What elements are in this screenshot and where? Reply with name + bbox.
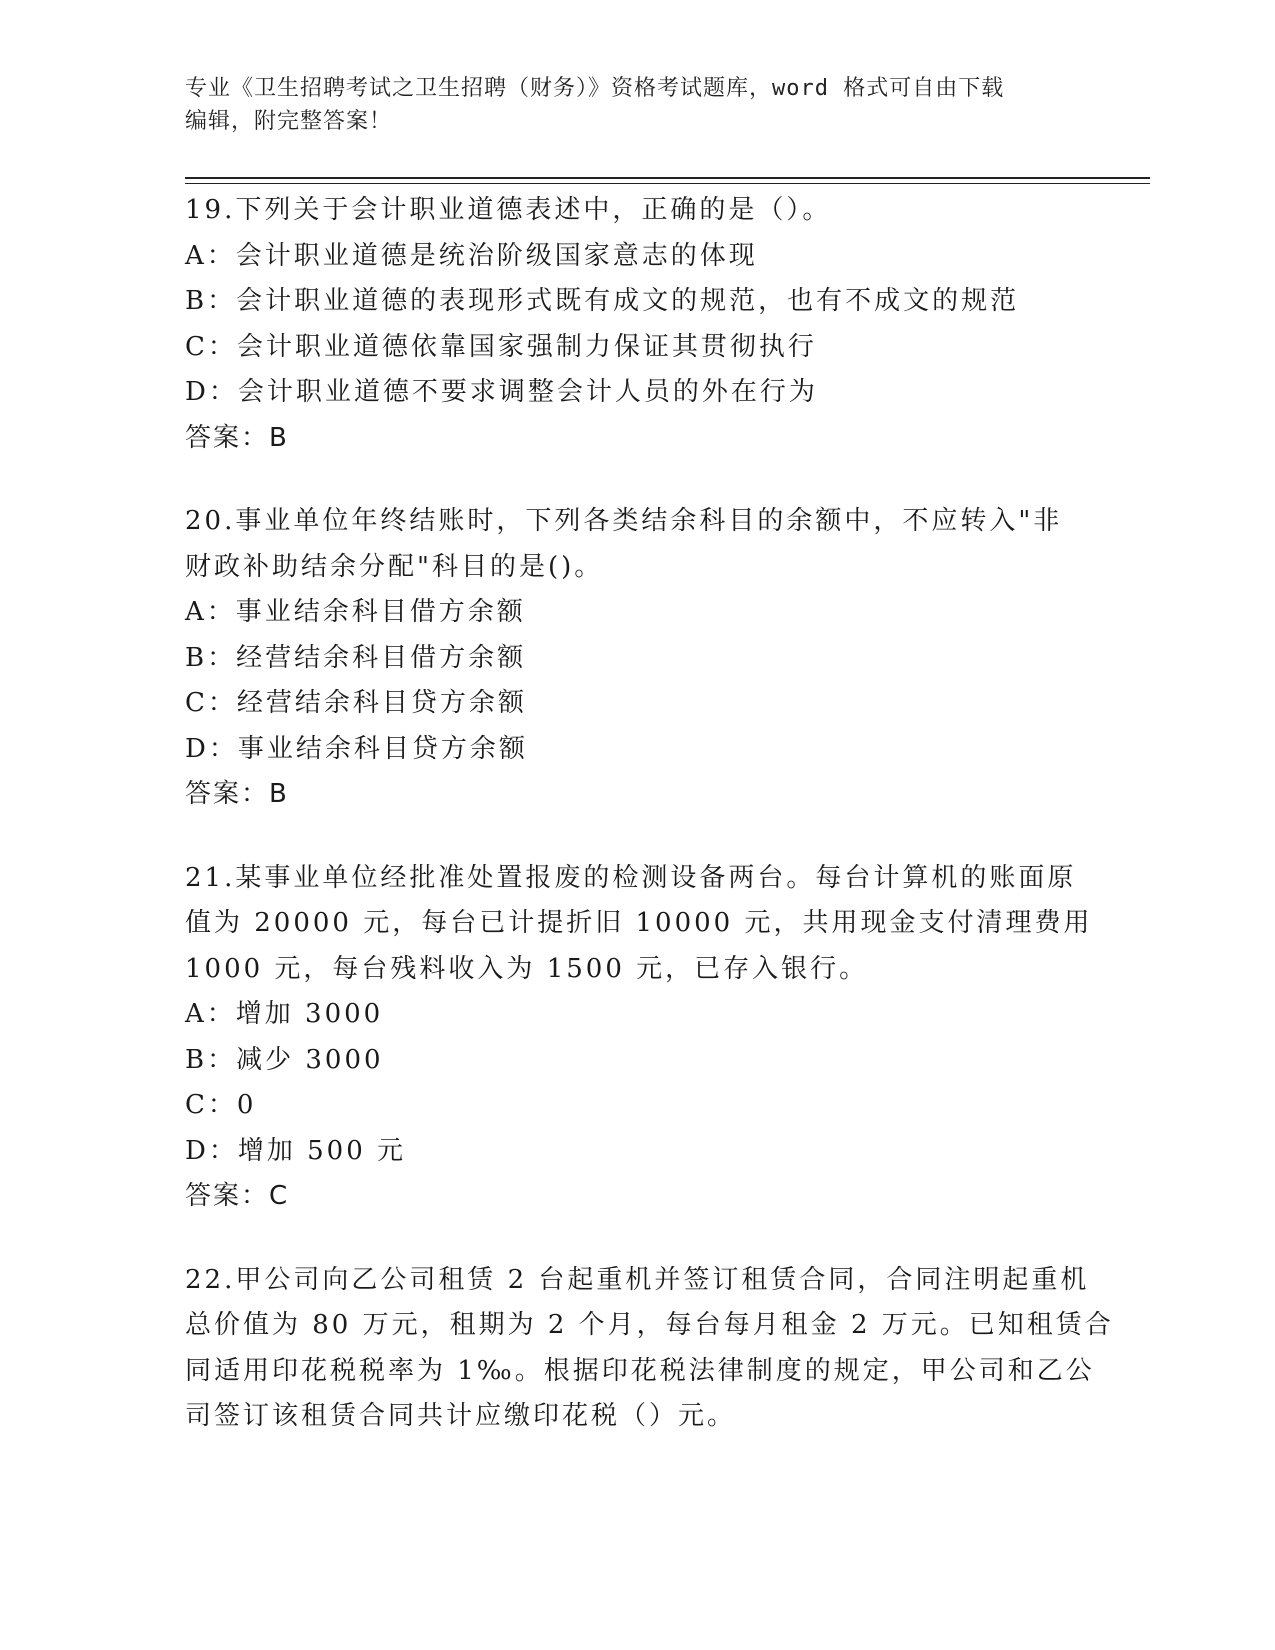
question-block <box>185 499 1085 818</box>
question-block <box>185 856 1093 1220</box>
question-text-line: 总价值为 80 万元，租期为 2 个月，每台每月租金 2 万元。已知租赁合 <box>185 1310 1114 1340</box>
option-d: D：会计职业道德不要求调整会计人员的外在行为 <box>185 377 818 407</box>
question-text-line: 财政补助结余分配"科目的是()。 <box>185 551 604 582</box>
question-text-line: 21.某事业单位经批准处置报废的检测设备两台。每台计算机的账面原 <box>185 862 1077 893</box>
option-c: C：会计职业道德依靠国家强制力保证其贯彻执行 <box>185 331 817 362</box>
question-list <box>185 188 1114 1478</box>
answer-line: 答案：B <box>185 422 289 453</box>
option-c: C：0 <box>185 1090 257 1120</box>
option-d: D：事业结余科目贷方余额 <box>185 733 528 764</box>
header-line-2: 编辑，附完整答案！ <box>185 109 393 134</box>
option-c: C：经营结余科目贷方余额 <box>185 688 527 718</box>
option-a: A：增加 3000 <box>185 999 384 1029</box>
question-text-line: 1000 元，每台残料收入为 1500 元，已存入银行。 <box>185 953 869 984</box>
option-b: B：减少 3000 <box>185 1044 384 1075</box>
header-divider-thick <box>185 177 1150 179</box>
question-block <box>185 188 1085 461</box>
option-b: B：经营结余科目借方余额 <box>185 642 527 673</box>
question-text-line: 22.甲公司向乙公司租赁 2 台起重机并签订租赁合同，合同注明起重机 <box>185 1264 1090 1295</box>
option-b: B：会计职业道德的表现形式既有成文的规范，也有不成文的规范 <box>185 286 1020 316</box>
header-line-1: 专业《卫生招聘考试之卫生招聘（财务）》资格考试题库，word 格式可自由下载 <box>185 76 1005 101</box>
question-text-line: 19.下列关于会计职业道德表述中，正确的是（）。 <box>185 195 832 225</box>
answer-line: 答案：C <box>185 1181 290 1211</box>
document-header <box>185 72 1065 138</box>
option-d: D：增加 500 元 <box>185 1135 407 1166</box>
option-a: A：会计职业道德是统治阶级国家意志的体现 <box>185 240 758 271</box>
answer-line: 答案：B <box>185 779 289 809</box>
question-text-line: 值为 20000 元，每台已计提折旧 10000 元，共用现金支付清理费用 <box>185 908 1093 938</box>
question-text-line: 司签订该租赁合同共计应缴印花税（）元。 <box>185 1401 737 1431</box>
question-text-line: 20.事业单位年终结账时，下列各类结余科目的余额中，不应转入"非 <box>185 506 1063 536</box>
question-text-line: 同适用印花税税率为 1‰。根据印花税法律制度的规定，甲公司和乙公 <box>185 1355 1095 1386</box>
header-divider-thin <box>185 183 1150 184</box>
option-a: A：事业结余科目借方余额 <box>185 597 526 627</box>
question-block <box>185 1258 1114 1440</box>
